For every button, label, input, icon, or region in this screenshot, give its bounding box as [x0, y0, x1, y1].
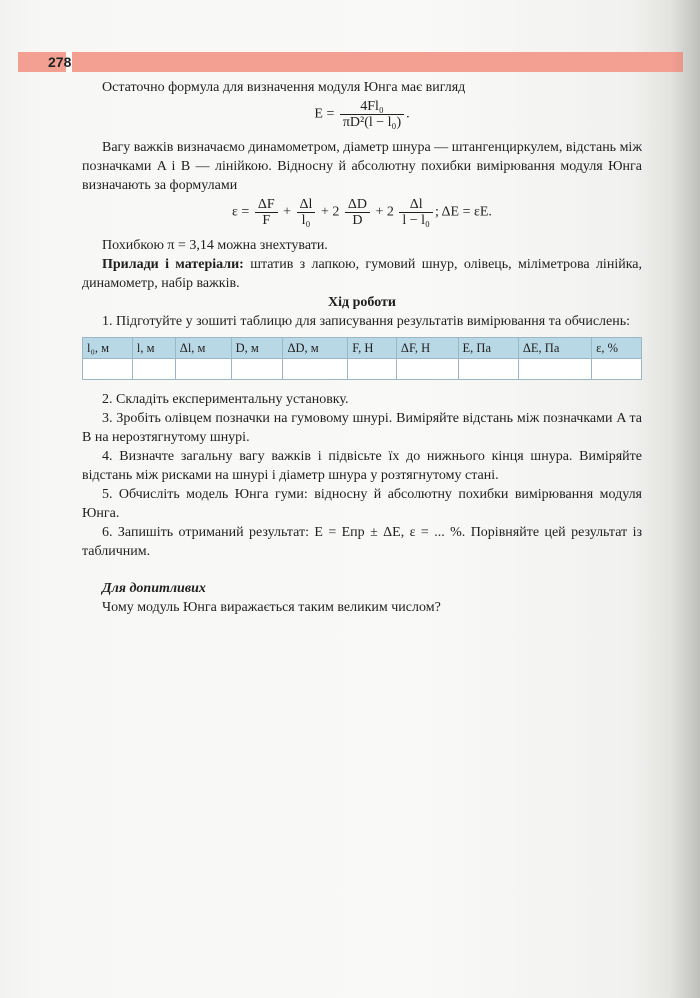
curious-heading: Для допитливих: [102, 581, 206, 596]
error-frac-stretch-num: Δl: [399, 197, 433, 213]
error-frac-diameter-den: D: [352, 213, 363, 228]
error-frac-force: [255, 197, 278, 228]
measurement-table: [82, 337, 642, 380]
step-3: 3. Зробіть олівцем позначки на гумовому шнурі. Виміряйте відстань між позначками A та B на нерозтягнутому шнурі.: [82, 411, 642, 445]
table-header-cell: ε, %: [592, 338, 642, 359]
step-6: 6. Запишіть отриманий результат: E = Eпр ± ΔE, ε = ... %. Порівняйте цей результат із табличним.: [82, 525, 642, 559]
error-frac-stretch: [399, 197, 433, 228]
table-header-row: [83, 338, 642, 359]
error-plus-3: + 2: [375, 204, 394, 220]
table-header-cell: ΔF, Н: [396, 338, 458, 359]
young-modulus-formula: [82, 99, 642, 130]
formula-end: .: [406, 106, 410, 122]
error-formula: [82, 197, 642, 228]
table-header-cell: Δl, м: [175, 338, 231, 359]
table-cell: [458, 359, 518, 380]
table-cell: [283, 359, 348, 380]
table-row: [83, 359, 642, 380]
intro-line: Остаточно формула для визначення модуля Юнга має вигляд: [102, 80, 466, 95]
table-cell: [592, 359, 642, 380]
table-cell: [396, 359, 458, 380]
work-heading: Хід роботи: [328, 295, 396, 310]
main-content: [82, 78, 642, 617]
formula-denominator: πD²(l − l₀): [342, 115, 402, 130]
error-frac-force-num: ΔF: [255, 197, 278, 213]
table-header-cell: D, м: [231, 338, 283, 359]
formula-fraction: [340, 99, 404, 130]
step-4: 4. Визначте загальну вагу важків і підвісьте їх до нижнього кінця шнура. Виміряйте відстань між рисками на шнурі і діаметр шнура у розтягнутому стані.: [82, 449, 642, 483]
table-cell: [518, 359, 591, 380]
page-edge-shadow: [670, 0, 700, 998]
error-frac-force-den: F: [262, 213, 271, 228]
error-plus-2: + 2: [320, 204, 340, 220]
error-frac-length-den: l₀: [301, 213, 311, 228]
error-tail: ; ΔE = εE.: [434, 204, 492, 220]
table-header-cell: l, м: [132, 338, 175, 359]
step-1: 1. Підготуйте у зошиті таблицю для записування результатів вимірювання та обчислень:: [102, 314, 630, 329]
table-header-cell: l₀, м: [83, 338, 133, 359]
error-frac-length-num: Δl: [297, 197, 316, 213]
table-cell: [175, 359, 231, 380]
materials-paragraph: [82, 255, 642, 293]
error-lhs: ε =: [232, 204, 250, 220]
formula-lhs: E =: [314, 106, 335, 122]
table-header-cell: E, Па: [458, 338, 518, 359]
materials-label: Прилади і матеріали:: [102, 257, 244, 272]
table-header-cell: ΔD, м: [283, 338, 348, 359]
table-header-cell: F, Н: [348, 338, 397, 359]
step-2: 2. Складіть експериментальну установку.: [102, 392, 349, 407]
paragraph-pi: Похибкою π = 3,14 можна знехтувати.: [102, 238, 328, 253]
paragraph-weights: Вагу важків визначаємо динамометром, діаметр шнура — штангенциркулем, відстань між позначками A і B — лінійкою. Відносну й абсолютну похибки вимірювання модуля Юнга визначають за формулами: [82, 140, 642, 193]
table-header-cell: ΔE, Па: [518, 338, 591, 359]
table-cell: [83, 359, 133, 380]
curious-question: Чому модуль Юнга виражається таким великим числом?: [102, 600, 441, 615]
error-frac-length: [297, 197, 316, 228]
materials-text: штатив з лапкою, гумовий шнур, олівець, міліметрова лінійка, динамометр, набір важків.: [82, 257, 643, 291]
table-cell: [348, 359, 397, 380]
error-frac-stretch-den: l − l₀: [402, 213, 430, 228]
header-band: [18, 52, 683, 72]
step-5: 5. Обчисліть модель Юнга гуми: відносну й абсолютну похибки вимірювання модуля Юнга.: [82, 487, 642, 521]
table-cell: [132, 359, 175, 380]
error-plus-1: +: [283, 204, 292, 220]
table-cell: [231, 359, 283, 380]
error-frac-diameter: [345, 197, 370, 228]
formula-numerator: 4Fl₀: [340, 99, 404, 115]
page-number: 278: [48, 54, 72, 70]
error-frac-diameter-num: ΔD: [345, 197, 370, 213]
